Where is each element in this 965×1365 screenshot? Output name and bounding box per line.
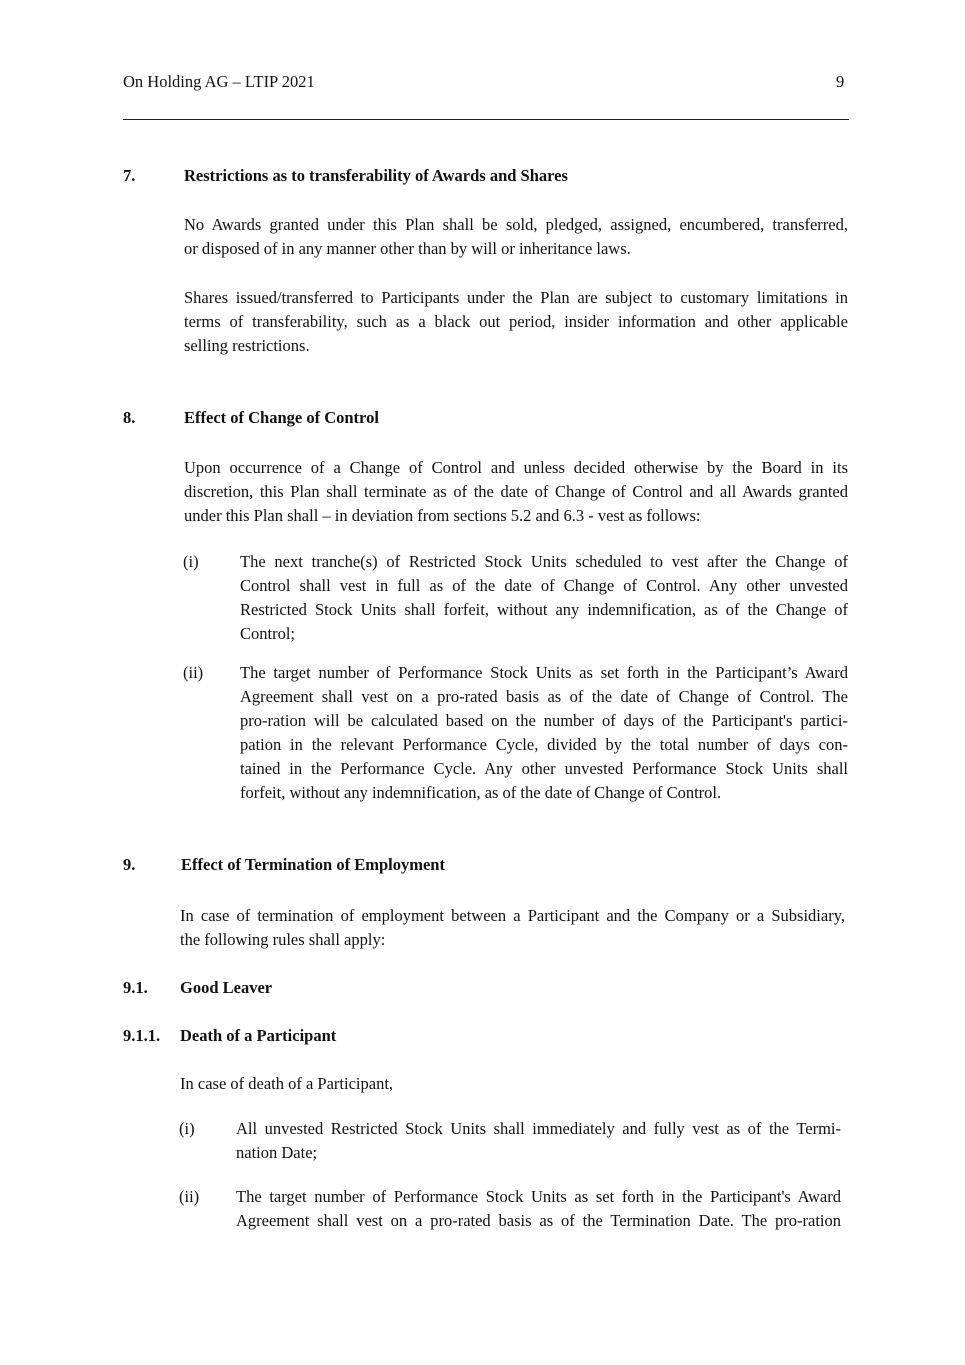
text-line: Control shall vest in full as of the date of Change of Control. Any other unvested — [240, 576, 848, 595]
text-line: discretion, this Plan shall terminate as of the date of Change of Control and all Awards granted — [184, 482, 848, 501]
text-line: the following rules shall apply: — [180, 930, 386, 949]
list-label: (ii) — [179, 1187, 200, 1206]
section-number: 8. — [123, 408, 136, 427]
text-line: Agreement shall vest on a pro-rated basis as of the Termination Date. The pro-ration — [236, 1211, 841, 1230]
running-header-title: On Holding AG – LTIP 2021 — [123, 72, 315, 91]
text-line: Shares issued/transferred to Participants under the Plan are subject to customary limitations in — [184, 288, 848, 307]
list-label: (i) — [183, 552, 199, 571]
text-line: terms of transferability, such as a black out period, insider information and other applicable — [184, 312, 848, 331]
text-line: or disposed of in any manner other than by will or inheritance laws. — [184, 239, 631, 258]
list-label: (ii) — [183, 663, 204, 682]
list-item — [240, 550, 848, 646]
text-line: tained in the Performance Cycle. Any other unvested Performance Stock Units shall — [240, 759, 848, 778]
section-heading: Restrictions as to transferability of Awards and Shares — [184, 166, 568, 185]
text-line: Agreement shall vest on a pro-rated basis as of the date of Change of Control. The — [240, 687, 848, 706]
text-line: No Awards granted under this Plan shall be sold, pledged, assigned, encumbered, transferred, — [184, 215, 848, 234]
text-line: The target number of Performance Stock Units as set forth in the Participant’s Award — [240, 663, 848, 682]
paragraph — [180, 904, 845, 952]
section-heading: Effect of Termination of Employment — [181, 855, 445, 874]
text-line: Control; — [240, 624, 296, 643]
text-line: The target number of Performance Stock Units as set forth in the Participant's Award — [236, 1187, 841, 1206]
text-line: Restricted Stock Units shall forfeit, without any indemnification, as of the Change of — [240, 600, 848, 619]
text-line: pro-ration will be calculated based on the number of days of the Participant's partici- — [240, 711, 848, 730]
subsection-number: 9.1. — [123, 978, 148, 997]
text-line: under this Plan shall – in deviation from sections 5.2 and 6.3 - vest as follows: — [184, 506, 701, 525]
page-number: 9 — [836, 72, 845, 91]
section-number: 9. — [123, 855, 136, 874]
list-label: (i) — [179, 1119, 195, 1138]
subsection-heading: Death of a Participant — [180, 1026, 337, 1045]
paragraph — [184, 456, 848, 528]
text-line: forfeit, without any indemnification, as of the date of Change of Control. — [240, 783, 722, 802]
text-line: In case of termination of employment between a Participant and the Company or a Subsidiary, — [180, 906, 845, 925]
paragraph: In case of death of a Participant, — [180, 1074, 394, 1093]
text-line: selling restrictions. — [184, 336, 310, 355]
subsection-number: 9.1.1. — [123, 1026, 161, 1045]
subsection-heading: Good Leaver — [180, 978, 273, 997]
list-item — [240, 661, 848, 805]
text-line: The next tranche(s) of Restricted Stock Units scheduled to vest after the Change of — [240, 552, 848, 571]
text-line: nation Date; — [236, 1143, 318, 1162]
list-item — [236, 1185, 841, 1233]
header-divider — [123, 119, 849, 120]
paragraph — [184, 286, 848, 358]
text-line: pation in the relevant Performance Cycle, divided by the total number of days con- — [240, 735, 848, 754]
text-line: Upon occurrence of a Change of Control and unless decided otherwise by the Board in its — [184, 458, 848, 477]
section-heading: Effect of Change of Control — [184, 408, 379, 427]
section-number: 7. — [123, 166, 136, 185]
paragraph — [184, 213, 848, 261]
text-line: All unvested Restricted Stock Units shall immediately and fully vest as of the Termi- — [236, 1119, 841, 1138]
list-item — [236, 1117, 841, 1165]
